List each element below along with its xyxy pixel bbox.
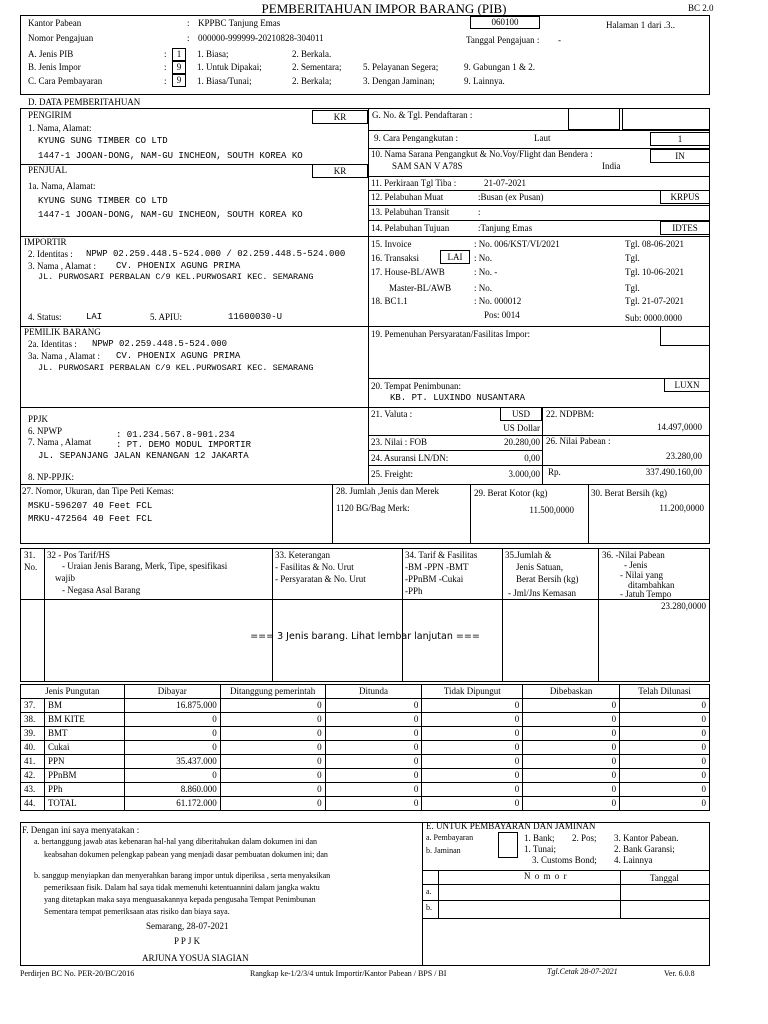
option-text: 1. Biasa; xyxy=(197,49,229,59)
row-name: BM xyxy=(44,699,124,713)
cell: 0 xyxy=(124,769,220,783)
f14-label: 14. Pelabuhan Tujuan xyxy=(371,223,450,233)
cell: 0 xyxy=(124,713,220,727)
cell: 0 xyxy=(620,783,710,797)
f10-label: 10. Nama Sarana Pengangkut & No.Voy/Flight dan Bendera : xyxy=(371,149,593,159)
f10-code: IN xyxy=(650,149,710,163)
divider xyxy=(368,326,710,327)
table-row xyxy=(21,741,710,755)
cell: 0 xyxy=(124,741,220,755)
form-code: BC 2.0 xyxy=(688,3,714,13)
f21-code: USD xyxy=(500,407,542,421)
col-33-sub: - Persyaratan & No. Urut xyxy=(275,574,366,584)
divider xyxy=(368,205,710,206)
option-text: 2. Berkala. xyxy=(292,49,332,59)
f27-label: 27. Nomor, Ukuran, dan Tipe Peti Kemas: xyxy=(22,486,174,496)
document-title: PEMBERITAHUAN IMPOR BARANG (PIB) xyxy=(261,1,507,16)
row-name: BM KITE xyxy=(44,713,124,727)
sign-place-date: Semarang, 28-07-2021 xyxy=(146,921,229,931)
halaman: Halaman 1 dari .3.. xyxy=(606,20,675,30)
divider xyxy=(332,484,333,544)
col-34-sub: -PPnBM -Cukai xyxy=(405,574,464,584)
penjual-code: KR xyxy=(312,164,368,178)
f26-rp: 337.490.160,00 xyxy=(645,467,702,477)
cell: 0 xyxy=(220,783,325,797)
f18-sub: Sub: 0000.0000 xyxy=(625,313,683,323)
cell: 0 xyxy=(325,699,422,713)
tax-header: Ditunda xyxy=(325,685,422,699)
f15-label: 15. Invoice xyxy=(371,239,412,249)
f16-label: 16. Transaksi xyxy=(371,253,420,263)
f21-label: 21. Valuta : xyxy=(371,409,413,419)
f14-code: IDTES xyxy=(660,221,710,235)
section-d-title: D. DATA PEMBERITAHUAN xyxy=(28,97,141,107)
table-row xyxy=(21,755,710,769)
cell: 0 xyxy=(220,699,325,713)
divider xyxy=(542,407,543,484)
divider xyxy=(470,484,471,544)
f17-no: : No. - xyxy=(474,267,498,277)
col-33-sub: - Fasilitas & No. Urut xyxy=(275,562,354,572)
pemilik-name: CV. PHOENIX AGUNG PRIMA xyxy=(116,351,241,361)
colon: : xyxy=(164,62,167,72)
f17-label: 17. House-BL/AWB xyxy=(371,267,445,277)
f24-value: 0,00 xyxy=(524,453,540,463)
cell: 0 xyxy=(220,797,325,811)
cell: 0 xyxy=(523,783,620,797)
declaration-label: F. Dengan ini saya menyatakan : xyxy=(22,825,140,835)
cell: 0 xyxy=(422,727,523,741)
cell: 0 xyxy=(523,741,620,755)
footer-version: Ver. 6.0.8 xyxy=(664,969,695,978)
f9-code: 1 xyxy=(650,132,710,146)
col-36-sub: - Nilai yang xyxy=(620,570,663,580)
pemilik-label: PEMILIK BARANG xyxy=(24,327,101,337)
cell: 0 xyxy=(523,713,620,727)
divider xyxy=(588,484,589,544)
cell: 0 xyxy=(523,769,620,783)
row-no: 40. xyxy=(21,741,45,755)
tax-header: Dibayar xyxy=(124,685,220,699)
cell: 0 xyxy=(220,741,325,755)
f30-value: 11.200,0000 xyxy=(659,503,704,513)
payment-option: 1. Bank; xyxy=(524,833,555,843)
jenis-impor-label: B. Jenis Impor xyxy=(28,62,81,72)
f16-tgl: Tgl. xyxy=(625,253,640,263)
kantor-label: Kantor Pabean xyxy=(28,18,82,28)
cell: 0 xyxy=(523,755,620,769)
f19-box xyxy=(660,326,710,346)
cell: 0 xyxy=(620,741,710,755)
row-name: Cukai xyxy=(44,741,124,755)
col-32-sub: wajib xyxy=(55,573,75,583)
tax-header: Telah Dilunasi xyxy=(620,685,710,699)
declaration-text: a. bertanggung jawab atas kebenaran hal-hal yang diberitahukan dalam dokumen ini dan xyxy=(34,837,318,846)
importir-name: CV. PHOENIX AGUNG PRIMA xyxy=(116,261,241,271)
cell: 8.860.000 xyxy=(124,783,220,797)
divider xyxy=(422,918,710,919)
tanggal-header: Tanggal xyxy=(650,873,679,883)
row-no: 41. xyxy=(21,755,45,769)
row-no: 44. xyxy=(21,797,45,811)
col-36-header: 36. -Nilai Pabean xyxy=(602,550,665,560)
cell: 0 xyxy=(422,755,523,769)
cell: 0 xyxy=(220,755,325,769)
row-no: 39. xyxy=(21,727,45,741)
ppjk-np-label: 8. NP-PPJK: xyxy=(28,472,75,482)
payment-a-label: a. Pembayaran xyxy=(426,833,474,842)
col-32-sub: - Uraian Jenis Barang, Merk, Tipe, spesifikasi xyxy=(62,561,228,571)
divider xyxy=(368,108,369,484)
col-34-sub: -BM -PPN -BMT xyxy=(405,562,469,572)
f25-value: 3.000,00 xyxy=(508,469,540,479)
tax-header: Ditanggung pemerintah xyxy=(220,685,325,699)
container-2: MRKU-472564 40 Feet FCL xyxy=(28,514,153,524)
cell: 0 xyxy=(220,769,325,783)
cell: 0 xyxy=(620,713,710,727)
option-text: 5. Pelayanan Segera; xyxy=(363,62,439,72)
sign-role: P P J K xyxy=(174,936,201,946)
ppjk-name: : PT. DEMO MODUL IMPORTIR xyxy=(116,440,252,450)
colon: : xyxy=(187,18,190,28)
cell: 0 xyxy=(523,797,620,811)
table-row xyxy=(21,769,710,783)
importir-label: IMPORTIR xyxy=(24,237,67,247)
tax-header-row xyxy=(21,685,710,699)
cell: 0 xyxy=(325,797,422,811)
nomor-header: N o m o r xyxy=(524,871,568,881)
f11-label: 11. Perkiraan Tgl Tiba : xyxy=(371,178,457,188)
pengirim-label: PENGIRIM xyxy=(28,110,72,120)
option-text: 9. Gabungan 1 & 2. xyxy=(464,62,535,72)
signer-name: ARJUNA YOSUA SIAGIAN xyxy=(142,953,249,963)
payment-option: 3. Kantor Pabean. xyxy=(614,833,679,843)
f21-value: US Dollar xyxy=(503,423,540,433)
f24-label: 24. Asuransi LN/DN: xyxy=(371,453,449,463)
ppjk-address: JL. SEPANJANG JALAN KENANGAN 12 JAKARTA xyxy=(38,451,249,461)
declaration-text: b. sanggup menyiapkan dan menyerahkan barang impor untuk diperiksa , serta menyaksikan xyxy=(34,871,331,880)
penjual-nama-label: 1a. Nama, Alamat: xyxy=(28,181,96,191)
cell: 0 xyxy=(620,727,710,741)
tax-header: Jenis Pungutan xyxy=(21,685,125,699)
table-row xyxy=(21,713,710,727)
table-row xyxy=(21,727,710,741)
master-no: : No. xyxy=(474,283,492,293)
option-text: 2. Sementara; xyxy=(292,62,342,72)
kantor-code: 060100 xyxy=(470,16,540,29)
pemilik-id-label: 2a. Identitas : xyxy=(28,339,77,349)
f10-value: SAM SAN V A78S xyxy=(392,161,463,171)
f9-label: 9. Cara Pengangkutan : xyxy=(374,133,458,143)
divider xyxy=(620,870,621,918)
f14-value: :Tanjung Emas xyxy=(478,223,533,233)
divider xyxy=(368,435,710,436)
cell: 16.875.000 xyxy=(124,699,220,713)
jenis-pib-code: 1 xyxy=(172,48,186,61)
divider xyxy=(272,548,273,682)
cell: 0 xyxy=(422,741,523,755)
importir-address: JL. PURWOSARI PERBALAN C/9 KEL.PURWOSARI KEC. SEMARANG xyxy=(38,272,314,282)
col-36-sub: - Jatuh Tempo xyxy=(620,589,672,599)
payment-b-label: b. Jaminan xyxy=(426,846,461,855)
declaration-text: yang ditetapkan maka saya menguasakannya kepada pengusaha Tempat Penimbunan xyxy=(44,895,316,904)
f18-tgl: Tgl. 21-07-2021 xyxy=(625,296,684,306)
table-row xyxy=(21,699,710,713)
table-row xyxy=(21,783,710,797)
pemilik-address: JL. PURWOSARI PERBALAN C/9 KEL.PURWOSARI KEC. SEMARANG xyxy=(38,363,314,373)
divider xyxy=(368,176,710,177)
divider xyxy=(368,236,710,237)
option-text: 2. Berkala; xyxy=(292,76,332,86)
pengirim-code: KR xyxy=(312,110,368,124)
importir-id-label: 2. Identitas : xyxy=(28,249,73,259)
declaration-text: Sementara tempat pemeriksaan atas risiko dan biaya saya. xyxy=(44,907,230,916)
col-35-sub: Jenis Satuan, xyxy=(516,562,563,572)
divider xyxy=(402,548,403,682)
goods-note: === 3 Jenis barang. Lihat lembar lanjutan === xyxy=(250,631,480,642)
declaration-text: keabsahan dokumen pelengkap pabean yang menjadi dasar pembuatan dokumen ini; dan xyxy=(44,850,328,859)
pengirim-address: 1447-1 JOOAN-DONG, NAM-GU INCHEON, SOUTH KOREA KO xyxy=(38,151,303,161)
f20-code: LUXN xyxy=(664,378,710,392)
f18-pos: Pos: 0014 xyxy=(484,310,520,320)
col-36-sub: ditambahkan xyxy=(628,580,675,590)
pemilik-nama-label: 3a. Nama , Alamat : xyxy=(28,351,100,361)
cell: 0 xyxy=(325,769,422,783)
cell: 0 xyxy=(325,755,422,769)
cell: 0 xyxy=(422,783,523,797)
master-label: Master-BL/AWB xyxy=(389,283,452,293)
row-no: 43. xyxy=(21,783,45,797)
pendaftaran-tgl xyxy=(622,108,710,130)
row-name: TOTAL xyxy=(44,797,124,811)
f28-value: 1120 BG/Bag Merk: xyxy=(336,503,410,513)
divider xyxy=(438,870,439,918)
cell: 0 xyxy=(325,783,422,797)
divider xyxy=(20,599,710,600)
importir-nama-label: 3. Nama , Alamat : xyxy=(28,261,96,271)
table-row xyxy=(21,797,710,811)
cara-bayar-code: 9 xyxy=(172,74,186,87)
cell: 0 xyxy=(422,797,523,811)
f18-label: 18. BC1.1 xyxy=(371,296,408,306)
nomor-label: Nomor Pengajuan xyxy=(28,33,94,43)
pemilik-id-value: NPWP 02.259.448.5-524.000 xyxy=(92,339,228,349)
f18-no: : No. 000012 xyxy=(474,296,522,306)
divider xyxy=(20,236,368,237)
cara-bayar-label: C. Cara Pembayaran xyxy=(28,76,103,86)
tanggal-value: - xyxy=(558,35,561,45)
f26-value: 23.280,00 xyxy=(666,451,702,461)
f15-tgl: Tgl. 08-06-2021 xyxy=(625,239,684,249)
payment-option: 4. Lainnya xyxy=(614,855,653,865)
divider xyxy=(20,407,368,408)
f11-value: 21-07-2021 xyxy=(484,178,526,188)
tax-header: Dibebaskan xyxy=(523,685,620,699)
divider xyxy=(502,548,503,682)
pengirim-name: KYUNG SUNG TIMBER CO LTD xyxy=(38,136,168,146)
col-33-header: 33. Keterangan xyxy=(275,550,330,560)
divider xyxy=(44,548,45,682)
divider xyxy=(368,450,542,451)
cell: 0 xyxy=(325,713,422,727)
f12-code: KRPUS xyxy=(660,190,710,204)
cell: 0 xyxy=(523,699,620,713)
payment-option: 1. Tunai; xyxy=(524,844,557,854)
ppjk-npwp-label: 6. NPWP xyxy=(28,426,63,436)
colon: : xyxy=(187,33,190,43)
goods-total: 23.280,0000 xyxy=(661,601,706,611)
payment-code-box xyxy=(498,832,518,858)
f26-rp-label: Rp. xyxy=(548,467,561,477)
divider xyxy=(368,465,710,466)
cell: 0 xyxy=(523,727,620,741)
colon: : xyxy=(164,76,167,86)
option-text: 3. Dengan Jaminan; xyxy=(363,76,435,86)
col-35-sub: - Jml/Jns Kemasan xyxy=(508,588,576,598)
cell: 0 xyxy=(620,797,710,811)
pendaftaran-label: G. No. & Tgl. Pendaftaran : xyxy=(372,110,473,120)
ppjk-label: PPJK xyxy=(28,414,49,424)
cell: 0 xyxy=(422,699,523,713)
f29-label: 29. Berat Kotor (kg) xyxy=(474,488,548,498)
penjual-label: PENJUAL xyxy=(28,165,68,175)
f25-label: 25. Freight: xyxy=(371,469,413,479)
f16-no: : No. xyxy=(474,253,492,263)
col-36-sub: - Jenis xyxy=(624,560,648,570)
cell: 0 xyxy=(124,727,220,741)
status-value: LAI xyxy=(86,312,103,322)
cell: 0 xyxy=(620,755,710,769)
cell: 0 xyxy=(220,727,325,741)
divider xyxy=(598,548,599,682)
row-no: 37. xyxy=(21,699,45,713)
ppjk-nama-label: 7. Nama , Alamat xyxy=(28,437,92,447)
footer-regulation: Perdirjen BC No. PER-20/BC/2016 xyxy=(20,969,135,978)
f29-value: 11.500,0000 xyxy=(529,505,574,515)
divider xyxy=(422,884,710,885)
f28-label: 28. Jumlah ,Jenis dan Merek xyxy=(336,486,439,496)
col-31-header: 31. xyxy=(24,550,36,560)
f23-value: 20.280,00 xyxy=(504,437,540,447)
row-no: 42. xyxy=(21,769,45,783)
payment-option: 2. Bank Garansi; xyxy=(614,844,675,854)
apiu-label: 5. APIU: xyxy=(150,312,183,322)
cell: 0 xyxy=(325,727,422,741)
f30-label: 30. Berat Bersih (kg) xyxy=(591,488,667,498)
row-name: PPN xyxy=(44,755,124,769)
divider xyxy=(368,220,710,221)
f22-label: 22. NDPBM: xyxy=(546,409,595,419)
tax-header: Tidak Dipungut xyxy=(422,685,523,699)
payment-option: 3. Customs Bond; xyxy=(532,855,597,865)
f19-label: 19. Pemenuhan Persyaratan/Fasilitas Impor: xyxy=(371,329,530,339)
row-name: PPnBM xyxy=(44,769,124,783)
cell: 35.437.000 xyxy=(124,755,220,769)
tanggal-label: Tanggal Pengajuan : xyxy=(466,35,540,45)
f26-label: 26. Nilai Pabean : xyxy=(546,436,611,446)
divider xyxy=(20,484,710,485)
divider xyxy=(422,900,710,901)
col-35-sub: Berat Bersih (kg) xyxy=(516,574,579,584)
f13-label: 13. Pelabuhan Transit xyxy=(371,207,450,217)
jenis-pib-label: A. Jenis PIB xyxy=(28,49,74,59)
status-label: 4. Status: xyxy=(28,312,62,322)
col-32-sub: - Negasa Asal Barang xyxy=(62,585,141,595)
cell: 61.172.000 xyxy=(124,797,220,811)
penjual-address: 1447-1 JOOAN-DONG, NAM-GU INCHEON, SOUTH KOREA KO xyxy=(38,210,303,220)
f20-label: 20. Tempat Penimbunan: xyxy=(371,381,461,391)
cell: 0 xyxy=(325,741,422,755)
option-text: 1. Biasa/Tunai; xyxy=(197,76,252,86)
row-name: BMT xyxy=(44,727,124,741)
declaration-text: pemeriksaan fisik. Dalam hal saya tidak memenuhi ketentuannini dalam jangka waktu xyxy=(44,883,320,892)
master-tgl: Tgl. xyxy=(625,283,640,293)
cell: 0 xyxy=(422,713,523,727)
f23-label: 23. Nilai : FOB xyxy=(371,437,428,447)
f22-value: 14.497,0000 xyxy=(657,422,702,432)
cell: 0 xyxy=(620,699,710,713)
penjual-name: KYUNG SUNG TIMBER CO LTD xyxy=(38,196,168,206)
pendaftaran-no xyxy=(568,108,620,130)
col-32-header: 32 - Pos Tarif/HS xyxy=(47,550,110,560)
f20-value: KB. PT. LUXINDO NUSANTARA xyxy=(390,393,526,403)
footer-print-date: Tgl.Cetak 28-07-2021 xyxy=(547,967,618,976)
row-name: PPh xyxy=(44,783,124,797)
f9-value: Laut xyxy=(534,133,551,143)
row-a: a. xyxy=(426,887,432,896)
col-35-header: 35.Jumlah & xyxy=(505,550,552,560)
payment-option: 2. Pos; xyxy=(572,833,597,843)
col-34-header: 34. Tarif & Fasilitas xyxy=(405,550,478,560)
col-34-sub: -PPh xyxy=(405,586,423,596)
footer-copies: Rangkap ke-1/2/3/4 untuk Importir/Kantor Pabean / BPS / BI xyxy=(250,969,447,978)
payment-label: E. UNTUK PEMBAYARAN DAN JAMINAN xyxy=(426,821,596,831)
divider xyxy=(368,378,710,379)
divider xyxy=(422,822,423,966)
nomor-pengajuan: 000000-999999-20210828-304011 xyxy=(198,33,324,43)
cell: 0 xyxy=(620,769,710,783)
ppjk-npwp-value: : 01.234.567.8-901.234 xyxy=(116,430,235,440)
option-text: 1. Untuk Dipakai; xyxy=(197,62,262,72)
col-31-sub: No. xyxy=(24,562,38,572)
row-no: 38. xyxy=(21,713,45,727)
f17-tgl: Tgl. 10-06-2021 xyxy=(625,267,684,277)
cell: 0 xyxy=(422,769,523,783)
colon: : xyxy=(164,49,167,59)
f13-value: : xyxy=(478,207,481,217)
f15-no: : No. 006/KST/VI/2021 xyxy=(474,239,560,249)
pengirim-nama-label: 1. Nama, Alamat: xyxy=(28,123,92,133)
jenis-impor-code: 9 xyxy=(172,61,186,74)
f10-country: India xyxy=(602,161,621,171)
f12-value: :Busan (ex Pusan) xyxy=(478,192,544,202)
row-b: b. xyxy=(426,903,432,912)
apiu-value: 11600030-U xyxy=(228,312,283,322)
kantor-value: KPPBC Tanjung Emas xyxy=(198,18,281,28)
cell: 0 xyxy=(220,713,325,727)
f12-label: 12. Pelabuhan Muat xyxy=(371,192,444,202)
option-text: 9. Lainnya. xyxy=(464,76,505,86)
f16-code: LAI xyxy=(440,250,470,264)
importir-id-value: NPWP 02.259.448.5-524.000 / 02.259.448.5-524.000 xyxy=(86,249,346,259)
container-1: MSKU-596207 40 Feet FCL xyxy=(28,501,153,511)
divider xyxy=(368,190,710,191)
divider xyxy=(368,130,710,131)
tax-table xyxy=(20,684,710,811)
